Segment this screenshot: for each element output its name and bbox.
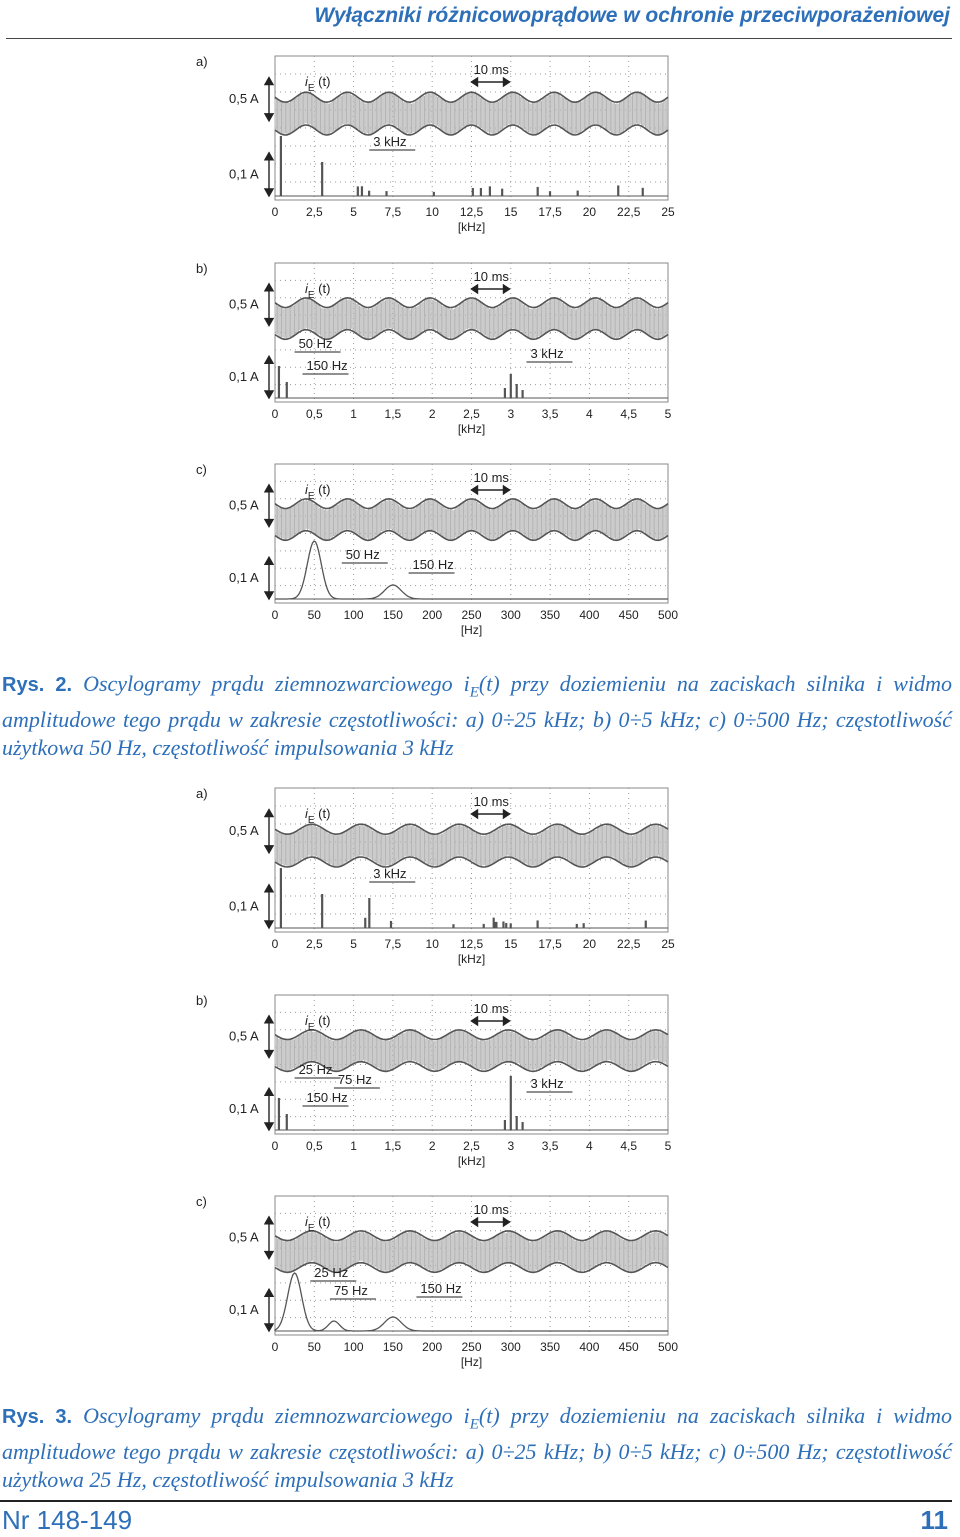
oscillogram-panel-b: [0, 255, 960, 448]
x-tick-label: 250: [461, 608, 482, 622]
x-unit-label: [kHz]: [457, 952, 486, 966]
x-tick-label: 4: [586, 1139, 593, 1153]
caption-text: Oscylogramy prądu ziemnozwarciowego i: [83, 1403, 470, 1428]
header-rule: [6, 38, 952, 39]
amplitude-scale-arrows: [265, 284, 273, 398]
amplitude-label-time: 0,5 A: [229, 296, 259, 312]
amplitude-scale-arrows: [265, 810, 273, 928]
time-scale-label: 10 ms: [473, 1001, 509, 1016]
panel-letter: b): [196, 993, 208, 1008]
x-tick-label: 25: [661, 205, 675, 219]
x-tick-label: 17,5: [538, 937, 562, 951]
time-scale-label: 10 ms: [473, 794, 509, 809]
caption-text: Oscylogramy prądu ziemnozwarciowego i: [83, 671, 470, 696]
frequency-annotation: 3 kHz: [530, 1076, 564, 1091]
figure-caption: [2, 1402, 952, 1494]
panel-letter: a): [196, 54, 208, 69]
oscillogram-svg: [0, 456, 960, 649]
amplitude-label-spectrum: 0,1 A: [229, 898, 259, 914]
signal-label: $i_E$ (t): [305, 1013, 331, 1033]
x-tick-label: 4,5: [620, 1139, 638, 1153]
x-tick-label: 15: [504, 937, 518, 951]
oscillogram-panel-b: [0, 987, 960, 1180]
oscillogram-svg: [0, 48, 960, 246]
x-tick-label: 1: [350, 407, 357, 421]
signal-label: $i_E$ (t): [305, 281, 331, 301]
frequency-annotation: 150 Hz: [306, 358, 348, 373]
amplitude-scale-arrows: [265, 1217, 273, 1331]
caption-subscript: E: [469, 1416, 479, 1433]
x-tick-label: 250: [461, 1340, 482, 1354]
x-tick-label: 1: [350, 1139, 357, 1153]
x-tick-label: 10: [425, 937, 439, 951]
oscillogram-svg: [0, 255, 960, 448]
frequency-annotation: 50 Hz: [298, 336, 333, 351]
x-tick-label: 22,5: [617, 937, 641, 951]
time-scale-label: 10 ms: [473, 1202, 509, 1217]
frequency-annotation: 150 Hz: [412, 557, 454, 572]
x-tick-label: 50: [307, 1340, 321, 1354]
caption-subscript: E: [469, 684, 479, 701]
amplitude-scale-arrows: [265, 1016, 273, 1130]
x-tick-label: 350: [540, 1340, 561, 1354]
x-tick-label: 500: [657, 608, 679, 622]
x-tick-label: 17,5: [538, 205, 562, 219]
x-unit-label: [kHz]: [457, 422, 486, 436]
oscillogram-svg: [0, 987, 960, 1180]
amplitude-label-time: 0,5 A: [229, 91, 259, 107]
x-tick-label: 100: [343, 1340, 364, 1354]
x-tick-label: 15: [504, 205, 518, 219]
x-tick-label: 200: [422, 1340, 443, 1354]
running-header: Wyłączniki różnicowoprądowe w ochronie przeciwporażeniowej: [314, 4, 950, 27]
x-tick-label: 20: [582, 205, 597, 219]
amplitude-label-time: 0,5 A: [229, 1028, 259, 1044]
oscillogram-panel-a: [0, 780, 960, 978]
panel-letter: b): [196, 261, 208, 276]
x-tick-label: 450: [618, 608, 639, 622]
frequency-annotation: 75 Hz: [337, 1072, 372, 1087]
x-tick-label: 300: [500, 608, 521, 622]
footer-rule: [0, 1500, 952, 1502]
x-tick-label: 4,5: [620, 407, 638, 421]
x-tick-label: 200: [422, 608, 443, 622]
x-tick-label: 3: [507, 1139, 515, 1153]
panel-letter: a): [196, 786, 208, 801]
figure-caption: [2, 670, 952, 762]
x-tick-label: 1,5: [384, 407, 402, 421]
frequency-annotation: 3 kHz: [373, 134, 407, 149]
oscillogram-panel-c: [0, 1188, 960, 1381]
x-unit-label: [kHz]: [457, 1154, 486, 1168]
x-tick-label: 0: [271, 1139, 279, 1153]
x-tick-label: 2,5: [305, 205, 323, 219]
page-number: 11: [920, 1505, 948, 1535]
signal-label: $i_E$ (t): [305, 482, 331, 502]
x-tick-label: 12,5: [459, 937, 484, 951]
caption-number: Rys. 2.: [2, 674, 84, 696]
x-tick-label: 22,5: [617, 205, 641, 219]
x-tick-label: 25: [661, 937, 675, 951]
x-tick-label: 5: [664, 1139, 672, 1153]
x-tick-label: 2: [428, 1139, 436, 1153]
x-tick-label: 150: [382, 1340, 403, 1354]
x-tick-label: 10: [425, 205, 439, 219]
frequency-annotation: 3 kHz: [530, 346, 564, 361]
x-tick-label: 0: [271, 407, 279, 421]
x-tick-label: 400: [579, 1340, 600, 1354]
amplitude-scale-arrows: [265, 78, 273, 196]
caption-number: Rys. 3.: [2, 1406, 84, 1428]
frequency-annotation: 150 Hz: [306, 1090, 348, 1105]
x-tick-label: 2,5: [463, 1139, 480, 1153]
amplitude-label-spectrum: 0,1 A: [229, 570, 259, 586]
x-unit-label: [kHz]: [457, 220, 486, 234]
x-unit-label: [Hz]: [460, 623, 483, 637]
amplitude-label-time: 0,5 A: [229, 1229, 259, 1245]
caption-text: (t) przy doziemieniu na zaciskach silnika i widmo amplitudowe tego prądu w zakresie częstotliwości: a) 0÷25 kHz; b) 0÷5 kHz; c) 0÷500 Hz; częstotliwość użytkowa 25 Hz, częstotliwość impulsowania 3 kHz: [2, 1403, 952, 1493]
x-tick-label: 2,5: [305, 937, 323, 951]
x-tick-label: 3,5: [541, 407, 559, 421]
oscillogram-panel-a: [0, 48, 960, 246]
x-tick-label: 0,5: [305, 407, 323, 421]
x-tick-label: 500: [657, 1340, 679, 1354]
x-tick-label: 400: [579, 608, 600, 622]
x-tick-label: 100: [343, 608, 364, 622]
x-tick-label: 5: [350, 205, 357, 219]
frequency-annotation: 75 Hz: [333, 1283, 368, 1298]
amplitude-label-spectrum: 0,1 A: [229, 369, 259, 385]
x-tick-label: 5: [664, 407, 672, 421]
x-tick-label: 0: [271, 608, 279, 622]
amplitude-label-spectrum: 0,1 A: [229, 1302, 259, 1318]
issue-number: Nr 148-149: [2, 1505, 133, 1535]
amplitude-label-spectrum: 0,1 A: [229, 1101, 259, 1117]
x-tick-label: 300: [500, 1340, 521, 1354]
x-tick-label: 50: [307, 608, 321, 622]
oscillogram-panel-c: [0, 456, 960, 649]
oscillogram-svg: [0, 780, 960, 978]
oscillogram-svg: [0, 1188, 960, 1381]
x-tick-label: 3: [507, 407, 515, 421]
time-scale-label: 10 ms: [473, 470, 509, 485]
time-scale-label: 10 ms: [473, 62, 509, 77]
amplitude-label-spectrum: 0,1 A: [229, 166, 259, 182]
x-tick-label: 12,5: [459, 205, 484, 219]
x-unit-label: [Hz]: [460, 1355, 483, 1369]
x-tick-label: 4: [586, 407, 593, 421]
amplitude-label-time: 0,5 A: [229, 497, 259, 513]
x-tick-label: 0: [271, 937, 279, 951]
x-tick-label: 7,5: [384, 205, 402, 219]
frequency-annotation: 25 Hz: [314, 1265, 349, 1280]
signal-label: $i_E$ (t): [305, 806, 331, 826]
signal-label: $i_E$ (t): [305, 74, 331, 94]
x-tick-label: 3,5: [541, 1139, 559, 1153]
x-tick-label: 2,5: [463, 407, 480, 421]
time-scale-label: 10 ms: [473, 269, 509, 284]
x-tick-label: 5: [350, 937, 357, 951]
x-tick-label: 7,5: [384, 937, 402, 951]
x-tick-label: 450: [618, 1340, 639, 1354]
amplitude-scale-arrows: [265, 485, 273, 599]
x-tick-label: 0,5: [305, 1139, 323, 1153]
frequency-annotation: 3 kHz: [373, 866, 407, 881]
x-tick-label: 0: [271, 1340, 279, 1354]
x-tick-label: 1,5: [384, 1139, 402, 1153]
panel-letter: c): [196, 462, 207, 477]
x-tick-label: 2: [428, 407, 436, 421]
x-tick-label: 0: [271, 205, 279, 219]
x-tick-label: 20: [582, 937, 597, 951]
frequency-annotation: 50 Hz: [345, 547, 380, 562]
x-tick-label: 150: [382, 608, 403, 622]
signal-label: $i_E$ (t): [305, 1214, 331, 1234]
caption-text: (t) przy doziemieniu na zaciskach silnika i widmo amplitudowe tego prądu w zakresie częstotliwości: a) 0÷25 kHz; b) 0÷5 kHz; c) 0÷500 Hz; częstotliwość użytkowa 50 Hz, częstotliwość impulsowania 3 kHz: [2, 671, 952, 761]
panel-letter: c): [196, 1194, 207, 1209]
frequency-annotation: 150 Hz: [420, 1281, 462, 1296]
frequency-annotation: 25 Hz: [298, 1062, 333, 1077]
x-tick-label: 350: [540, 608, 561, 622]
amplitude-label-time: 0,5 A: [229, 823, 259, 839]
